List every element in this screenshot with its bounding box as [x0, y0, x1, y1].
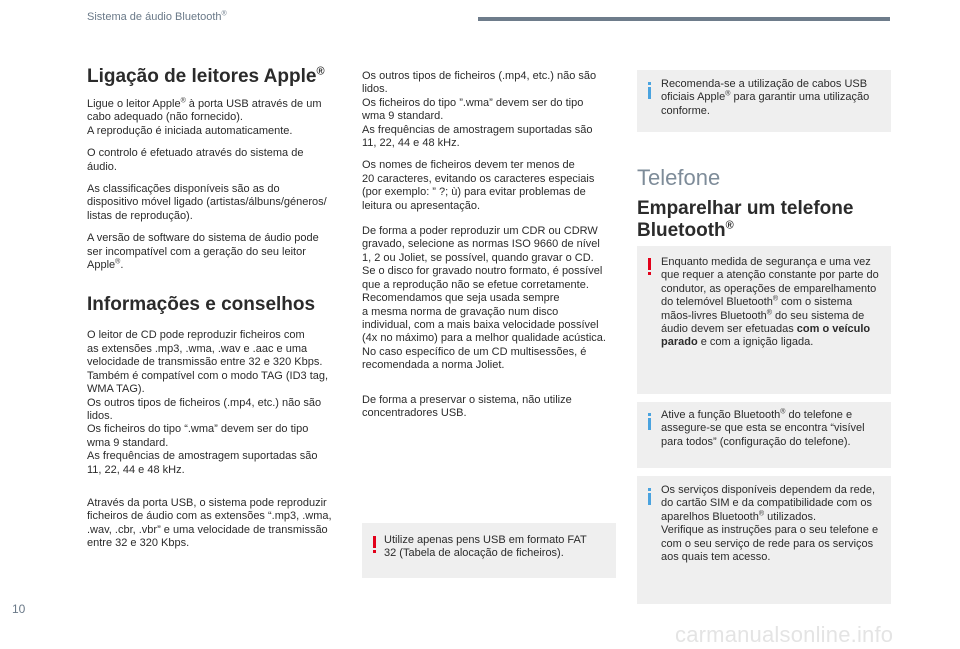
warning-icon: [648, 258, 651, 270]
column-middle: [362, 70, 620, 420]
note-safety-warning: [637, 246, 891, 394]
paragraph-software-version: A versão de software do sistema de áudio pode ser incompatível com a geração do seu leitor Apple®.: [87, 232, 319, 272]
note-apple-cable: [637, 70, 891, 132]
paragraph-apple-connect: Ligue o leitor Apple® à porta USB através de um cabo adequado (não fornecido). A reprodução é iniciada automaticamente.: [87, 97, 322, 137]
paragraph-classifications: As classificações disponíveis são as do dispositivo móvel ligado (artistas/álbuns/géneros/ listas de reprodução).: [87, 183, 327, 222]
paragraph-control: O controlo é efetuado através do sistema de áudio.: [87, 147, 304, 173]
watermark: carmanualsonline.info: [675, 622, 894, 647]
page-number: 10: [12, 602, 26, 616]
heading-apple-players: Ligação de leitores Apple®: [87, 65, 325, 87]
header-rule: [478, 17, 890, 21]
note-cable-text: Recomenda-se a utilização de cabos USB oficiais Apple® para garantir uma utilização conforme.: [661, 78, 870, 117]
info-icon: [648, 413, 651, 416]
note-usb-text: Utilize apenas pens USB em formato FAT 32 (Tabela de alocação de ficheiros).: [384, 534, 587, 560]
heading-pair-bluetooth: Emparelhar um telefone Bluetooth®: [637, 198, 854, 241]
column-left: [87, 66, 342, 551]
paragraph-usb-hubs: De forma a preservar o sistema, não utilize concentradores USB.: [362, 393, 572, 419]
paragraph-cd-formats: O leitor de CD pode reproduzir ficheiros com as extensões .mp3, .wma, .wav e .aac e uma velocidade de transmissão entre 32 e 320 Kbps. Também é compatível com o modo TAG (ID3 tag, WMA TAG). Os outros tipos de ficheiros (.mp4, etc.) não são lidos. Os ficheiros do tipo “.wma” devem ser do tipo wma 9 standard. As frequências de amostragem suportadas são 11, 22, 44 e 48 kHz.: [87, 329, 329, 476]
paragraph-usb-formats: Através da porta USB, o sistema pode reproduzir ficheiros de áudio com as extensões “.mp3, .wma, .wav, .cbr, .vbr” e uma velocidade de transmissão entre 32 e 320 Kbps.: [87, 496, 332, 550]
info-icon: [648, 82, 651, 85]
paragraph-file-names: Os nomes de ficheiros devem ter menos de 20 caracteres, evitando os caracteres especiais (por exemplo: ” ?; ù) para evitar problemas de leitura ou apresentação.: [362, 159, 595, 212]
note-usb-fat32: [362, 523, 616, 578]
page-header-title: Sistema de áudio Bluetooth®: [87, 10, 227, 23]
info-icon: [648, 488, 651, 491]
warning-icon-dot: [373, 550, 376, 553]
warning-icon-dot: [648, 272, 651, 275]
paragraph-other-formats: Os outros tipos de ficheiros (.mp4, etc.) não são lidos. Os ficheiros do tipo ”.wma” devem ser do tipo wma 9 standard. As frequências de amostragem suportadas são 11, 22, 44 e 48 kHz.: [362, 70, 597, 150]
info-icon-bar: [648, 418, 651, 430]
heading-telefone: Telefone: [637, 165, 721, 190]
info-icon-bar: [648, 87, 651, 99]
paragraph-cdr-recording: De forma a poder reproduzir um CDR ou CDRW gravado, selecione as normas ISO 9660 de nível 1, 2 ou Joliet, se possível, quando gravar o CD. Se o disco for gravado noutro formato, é possível que a reprodução não se efetue corretamente. Recomendamos que seja usada sempre a mesma norma de gravação num disco individual, com a mais baixa velocidade possível (4x no máximo) para a melhor qualidade acústica. No caso específico de um CD multisessões, é recomendada a norma Joliet.: [362, 225, 606, 372]
warning-icon: [373, 536, 376, 548]
note-activate-text: Ative a função Bluetooth® do telefone e assegure-se que esta se encontra “visível para todos” (configuração do telefone).: [661, 408, 865, 448]
note-services-text: Os serviços disponíveis dependem da rede, do cartão SIM e da compatibilidade com os aparelhos Bluetooth® utilizados. Verifique as instruções para o seu telefone e com o seu serviço de rede para os serviços aos quais tem acesso.: [661, 484, 879, 564]
note-services: [637, 476, 891, 604]
info-icon-bar: [648, 493, 651, 505]
note-safety-text: Enquanto medida de segurança e uma vez que requer a atenção constante por parte do condutor, as operações de emparelhamento do telemóvel Bluetooth® com o sistema mãos-livres Bluetooth® do seu sistema de áudio devem ser efetuadas com o veículo parado e com a ignição ligada.: [661, 256, 879, 349]
note-activate-bluetooth: [637, 402, 891, 468]
heading-info-tips: Informações e conselhos: [87, 294, 316, 316]
